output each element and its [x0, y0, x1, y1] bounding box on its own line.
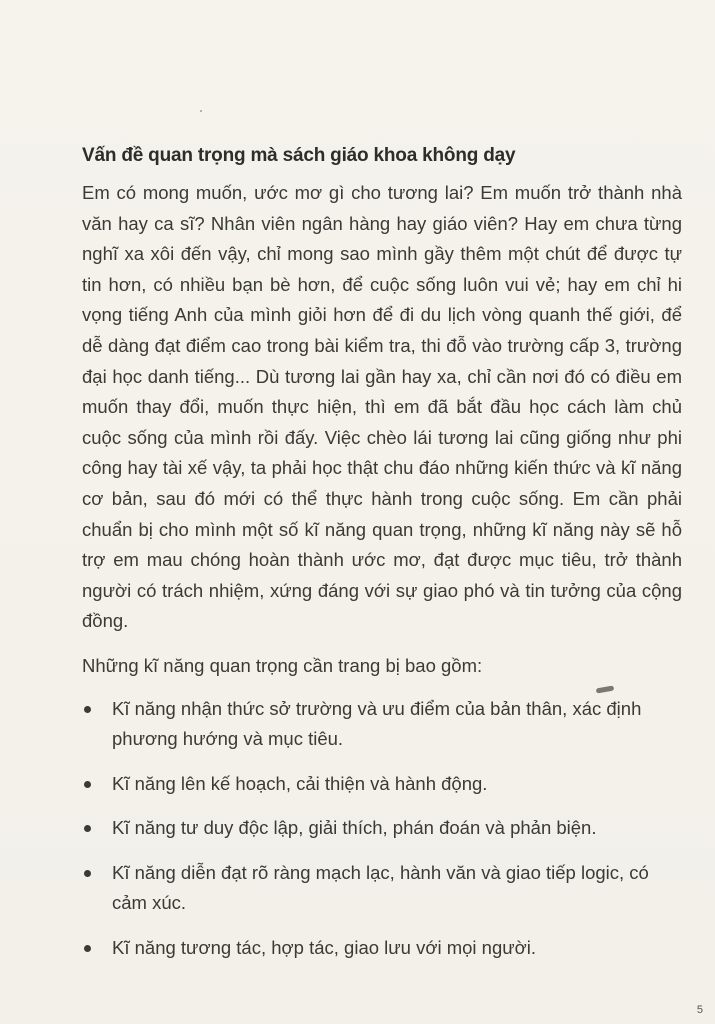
list-item-text: Kĩ năng lên kế hoạch, cải thiện và hành động. [112, 772, 488, 794]
list-item [82, 858, 682, 919]
list-item [82, 769, 682, 800]
list-item [82, 813, 682, 844]
page-content [82, 140, 682, 978]
bullet-icon [84, 945, 91, 952]
body-paragraph [82, 178, 682, 637]
list-item-text: Kĩ năng diễn đạt rõ ràng mạch lạc, hành văn và giao tiếp logic, có cảm xúc. [112, 861, 649, 914]
list-item-text: Kĩ năng nhận thức sở trường và ưu điểm của bản thân, xác định phương hướng và mục tiêu. [112, 697, 642, 750]
body-paragraph-text: Em có mong muốn, ước mơ gì cho tương lai? Em muốn trở thành nhà văn hay ca sĩ? Nhân viên ngân hàng hay giáo viên? Hay em chưa từng nghĩ xa xôi đến vậy, chỉ mong sao mình gầy thêm một chút để được tự tin hơn, có nhiều bạn bè hơn, để cuộc sống luôn vui vẻ; hay em chỉ hi vọng tiếng Anh của mình giỏi hơn để đi du lịch vòng quanh thế giới, để dễ dàng đạt điểm cao trong bài kiểm tra, thi đỗ vào trường cấp 3, trường đại học danh tiếng... Dù tương lai gần hay xa, chỉ cần nơi đó có điều em muốn thay đổi, muốn thực hiện, thì em đã bắt đầu học cách làm chủ cuộc sống của mình rồi đấy. Việc chèo lái tương lai cũng giống như phi công hay tài xế vậy, ta phải học thật chu đáo những kiến thức và kĩ năng cơ bản, sau đó mới có thể thực hành trong cuộc sống. Em cần phải chuẩn bị cho mình một số kĩ năng quan trọng, những kĩ năng này sẽ hỗ trợ em mau chóng hoàn thành ước mơ, đạt được mục tiêu, trở thành người có trách nhiệm, xứng đáng với sự giao phó và tin tưởng của cộng đồng. [82, 182, 682, 632]
page-number: 5 [696, 1004, 703, 1016]
bullet-icon [84, 706, 91, 713]
bullet-icon [84, 781, 91, 788]
list-item-text: Kĩ năng tương tác, hợp tác, giao lưu với mọi người. [112, 937, 537, 959]
list-item [82, 933, 682, 964]
list-item [82, 694, 682, 755]
skills-lead-text: Những kĩ năng quan trọng cần trang bị bao gồm: [82, 654, 483, 676]
skills-list [82, 694, 682, 964]
section-heading: Vấn đề quan trọng mà sách giáo khoa không dạy [82, 145, 516, 166]
paper-speck [200, 110, 202, 112]
bullet-icon [84, 825, 91, 832]
bullet-icon [84, 870, 91, 877]
list-item-text: Kĩ năng tư duy độc lập, giải thích, phán đoán và phản biện. [112, 817, 597, 839]
